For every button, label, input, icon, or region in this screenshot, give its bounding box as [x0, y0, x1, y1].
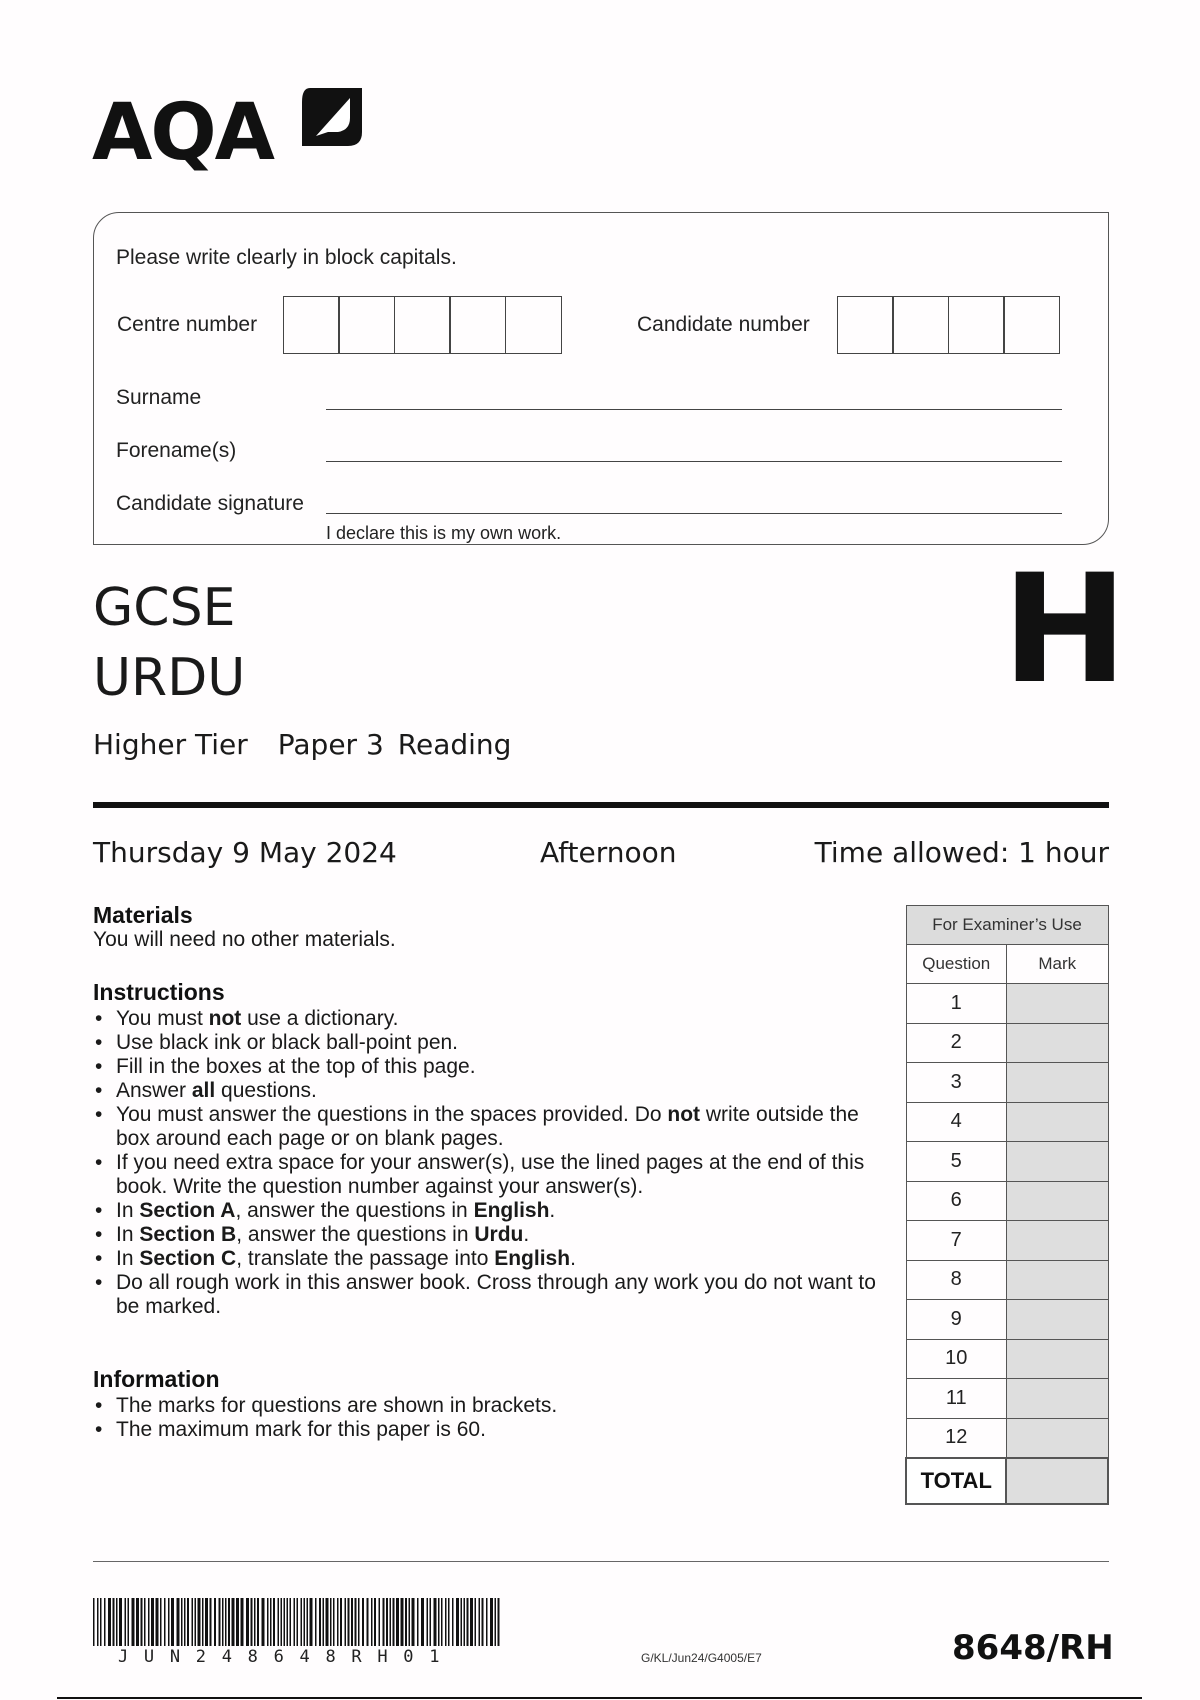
table-row — [906, 1181, 1108, 1221]
aqa-logo-text: AQA — [92, 88, 274, 178]
instructions-list — [93, 1007, 898, 1319]
question-number-cell: 10 — [906, 1339, 1006, 1379]
signature-line[interactable] — [326, 513, 1062, 514]
subject-title: URDU — [93, 648, 246, 708]
surname-line[interactable] — [326, 409, 1062, 410]
list-item: • Answer all questions. — [93, 1079, 898, 1103]
paper-component: Reading — [397, 728, 512, 761]
total-label: TOTAL — [906, 1458, 1006, 1504]
question-number-cell: 9 — [906, 1300, 1006, 1340]
table-row — [906, 1300, 1108, 1340]
forenames-label: Forename(s) — [116, 439, 237, 462]
list-item: • The marks for questions are shown in brackets. — [93, 1394, 898, 1418]
question-number-cell: 4 — [906, 1102, 1006, 1142]
question-number-cell: 8 — [906, 1260, 1006, 1300]
mark-cell — [1006, 1181, 1108, 1221]
question-number-cell: 11 — [906, 1379, 1006, 1419]
tier-letter: H — [1002, 543, 1128, 717]
aqa-logo — [92, 88, 362, 183]
list-item: • In Section B, answer the questions in Urdu. — [93, 1223, 898, 1247]
list-item: • The maximum mark for this paper is 60. — [93, 1418, 898, 1442]
signature-label: Candidate signature — [116, 492, 304, 515]
question-number-cell: 12 — [906, 1418, 1006, 1458]
centre-number-boxes — [284, 296, 562, 354]
list-item: • In Section A, answer the questions in English. — [93, 1199, 898, 1223]
mark-cell — [1006, 1023, 1108, 1063]
centre-number-label: Centre number — [117, 313, 258, 336]
centre-number-digit[interactable] — [394, 296, 451, 354]
reference-code: G/KL/Jun24/G4005/E7 — [641, 1651, 762, 1665]
question-number-cell: 3 — [906, 1063, 1006, 1103]
question-number-cell: 1 — [906, 984, 1006, 1024]
total-mark-cell — [1006, 1458, 1108, 1504]
list-item: • In Section C, translate the passage into English. — [93, 1247, 898, 1271]
materials-text: You will need no other materials. — [93, 928, 396, 951]
mark-cell — [1006, 1102, 1108, 1142]
table-row — [906, 1418, 1108, 1458]
forenames-line[interactable] — [326, 461, 1062, 462]
table-row — [906, 1339, 1108, 1379]
mark-cell — [1006, 1300, 1108, 1340]
mark-cell — [1006, 984, 1108, 1024]
list-item: • You must answer the questions in the spaces provided. Do not write outside the box around each page or on blank pages. — [93, 1103, 898, 1151]
question-column-header: Question — [906, 945, 1006, 984]
aqa-logo-mark-icon — [302, 88, 362, 146]
instructions-heading: Instructions — [93, 979, 225, 1005]
candidate-details-box — [93, 212, 1109, 545]
mark-cell — [1006, 1221, 1108, 1261]
footer-rule — [93, 1561, 1109, 1562]
barcode-text: JUN248648RH01 — [118, 1647, 456, 1667]
paper-descriptor — [93, 728, 511, 761]
list-item: • Use black ink or black ball-point pen. — [93, 1031, 898, 1055]
time-allowed: Time allowed: 1 hour — [814, 836, 1109, 869]
candidate-number-digit[interactable] — [837, 296, 894, 354]
table-row — [906, 1023, 1108, 1063]
list-item: • If you need extra space for your answer(s), use the lined pages at the end of this book. Write the question number against your answer(s). — [93, 1151, 898, 1199]
examiner-use-heading: For Examiner’s Use — [906, 906, 1108, 945]
list-item: • Fill in the boxes at the top of this page. — [93, 1055, 898, 1079]
centre-number-digit[interactable] — [449, 296, 506, 354]
information-list — [93, 1394, 898, 1442]
centre-number-digit[interactable] — [283, 296, 340, 354]
candidate-number-digit[interactable] — [892, 296, 949, 354]
mark-cell — [1006, 1063, 1108, 1103]
table-row — [906, 984, 1108, 1024]
paper-number: Paper 3 — [277, 728, 384, 761]
barcode-icon — [93, 1598, 503, 1646]
page-bottom-rule — [57, 1697, 1142, 1699]
question-number-cell: 6 — [906, 1181, 1006, 1221]
mark-column-header: Mark — [1006, 945, 1108, 984]
centre-number-digit[interactable] — [338, 296, 395, 354]
exam-date: Thursday 9 May 2024 — [93, 836, 397, 869]
mark-cell — [1006, 1418, 1108, 1458]
mark-cell — [1006, 1339, 1108, 1379]
examiner-use-table — [905, 905, 1109, 1505]
table-row — [906, 1221, 1108, 1261]
question-number-cell: 7 — [906, 1221, 1006, 1261]
table-row — [906, 1102, 1108, 1142]
candidate-number-boxes — [838, 296, 1060, 354]
question-number-cell: 2 — [906, 1023, 1006, 1063]
mark-cell — [1006, 1260, 1108, 1300]
table-row — [906, 1379, 1108, 1419]
table-row — [906, 1142, 1108, 1182]
materials-heading: Materials — [93, 902, 193, 928]
table-row — [906, 1063, 1108, 1103]
block-capitals-instruction: Please write clearly in block capitals. — [116, 246, 457, 269]
candidate-number-digit[interactable] — [948, 296, 1005, 354]
list-item: • Do all rough work in this answer book. Cross through any work you do not want to be marked. — [93, 1271, 898, 1319]
paper-code: 8648/RH — [952, 1628, 1114, 1668]
information-heading: Information — [93, 1366, 220, 1392]
list-item: • You must not use a dictionary. — [93, 1007, 898, 1031]
tier-name: Higher Tier — [93, 728, 248, 761]
candidate-number-digit[interactable] — [1003, 296, 1060, 354]
table-row — [906, 1260, 1108, 1300]
qualification-title: GCSE — [93, 578, 236, 638]
centre-number-digit[interactable] — [505, 296, 562, 354]
mark-cell — [1006, 1379, 1108, 1419]
mark-cell — [1006, 1142, 1108, 1182]
title-rule — [93, 802, 1109, 808]
question-number-cell: 5 — [906, 1142, 1006, 1182]
candidate-number-label: Candidate number — [637, 313, 810, 336]
surname-label: Surname — [116, 386, 202, 409]
declaration-text: I declare this is my own work. — [326, 523, 562, 543]
exam-session: Afternoon — [540, 836, 677, 869]
